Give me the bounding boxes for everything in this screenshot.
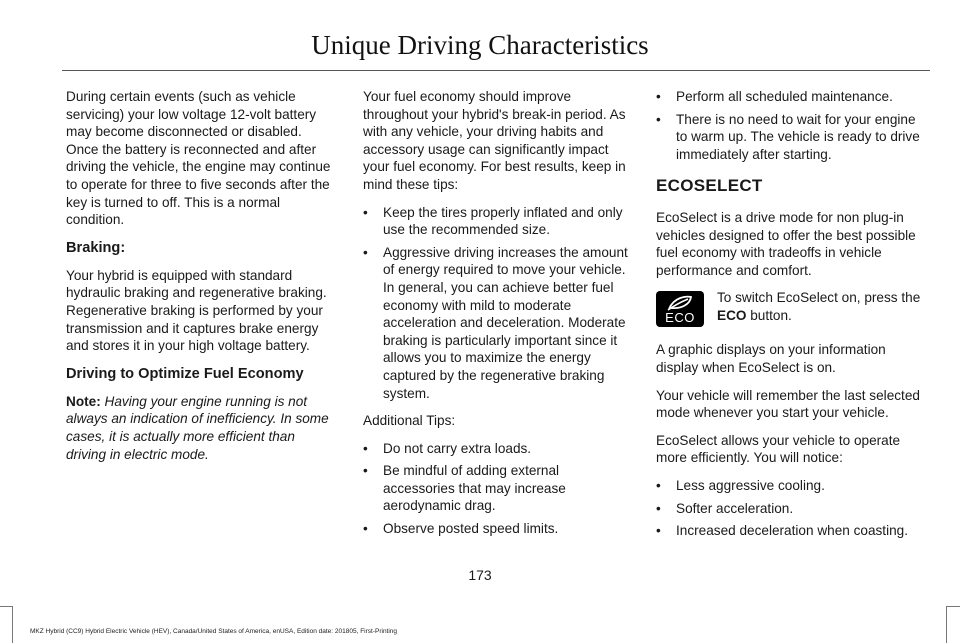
graphic-display-paragraph: A graphic displays on your information display when EcoSelect is on. (656, 342, 886, 375)
remember-mode-paragraph: Your vehicle will remember the last selected mode whenever you start your vehicle. (656, 387, 920, 421)
list-item-text: Keep the tires properly inflated and only use the recommended size. (383, 204, 623, 238)
list-item-text: Increased deceleration when coasting. (676, 523, 908, 539)
braking-paragraph: Your hybrid is equipped with standard hydraulic braking and regenerative braking. Regenerative braking is performed by your transmission and it captures brake energy and stores it in your high voltage battery. (66, 267, 327, 354)
list-item (363, 462, 632, 515)
notice-intro-paragraph: EcoSelect allows your vehicle to operate more efficiently. You will notice: (656, 432, 901, 466)
eco-button-instruction (656, 289, 928, 329)
crop-mark-right-horizontal (947, 606, 960, 607)
list-item (363, 204, 632, 239)
header-rule (62, 70, 930, 71)
eco-icon-label: ECO (665, 309, 695, 325)
list-item (656, 522, 928, 540)
ecoselect-heading: ECOSELECT (656, 176, 763, 196)
bullet: • (656, 89, 661, 104)
tips-list (363, 204, 632, 403)
list-item (363, 440, 632, 458)
list-item-text: Aggressive driving increases the amount of energy required to move your vehicle. In general, you can achieve better fuel economy with mild to moderate acceleration and deceleration. Moderate braking is particularly important since it allows you to maximize the energy captured by the regenerative braking system. (383, 244, 628, 401)
list-item (656, 500, 928, 518)
bullet: • (363, 521, 368, 537)
crop-mark-left-horizontal (0, 606, 12, 607)
edition-footer: MKZ Hybrid (CC9) Hybrid Electric Vehicle (HEV), Canada/United States of America, enUSA, Edition date: 201805, First-Printing (30, 628, 398, 635)
list-item-text: Do not carry extra loads. (383, 440, 532, 456)
list-item (363, 244, 632, 402)
crop-mark-right-vertical (946, 606, 947, 643)
list-item-text: Less aggressive cooling. (676, 477, 825, 493)
maintenance-tips-list (656, 88, 928, 163)
eco-switch-text-after: button. (750, 307, 792, 323)
eco-button-name: ECO (717, 307, 747, 323)
additional-tips-list (363, 440, 632, 538)
list-item-text: Perform all scheduled maintenance. (676, 89, 893, 104)
list-item (363, 520, 632, 538)
additional-tips-label: Additional Tips: (363, 413, 456, 429)
middle-column (363, 88, 632, 548)
eco-leaf-icon (656, 291, 704, 327)
bullet: • (656, 477, 661, 493)
notice-list (656, 477, 928, 540)
bullet: • (363, 244, 368, 260)
page-number: 173 (468, 567, 492, 583)
bullet: • (363, 463, 368, 479)
bullet: • (363, 440, 368, 456)
bullet: • (363, 204, 368, 220)
note-paragraph (66, 393, 336, 463)
bullet: • (656, 523, 661, 539)
list-item-text: Softer acceleration. (676, 500, 794, 516)
note-text: Having your engine running is not always an indication of inefficiency. In some cases, it is actually more efficient than driving in electric mode. (66, 393, 329, 462)
list-item (656, 88, 928, 106)
eco-switch-text-before: To switch EcoSelect on, press the (717, 290, 921, 306)
page-header-title: Unique Driving Characteristics (311, 30, 649, 60)
ecoselect-intro: EcoSelect is a drive mode for non plug-in vehicles designed to offer the best possible fuel economy with tradeoffs in vehicle performance and comfort. (656, 209, 916, 278)
note-label: Note: (66, 393, 101, 409)
list-item-text: Observe posted speed limits. (383, 521, 559, 537)
left-column (66, 88, 336, 473)
braking-heading: Braking: (66, 239, 126, 256)
list-item (656, 111, 928, 164)
crop-mark-left-vertical (12, 606, 13, 643)
eco-switch-text (717, 289, 928, 324)
right-column (656, 88, 928, 550)
bullet: • (656, 500, 661, 516)
fuel-economy-intro: Your fuel economy should improve throughout your hybrid's break-in period. As with any vehicle, your driving habits and accessory usage can significantly impact your fuel economy. For best results, keep in mind these tips: (363, 89, 626, 192)
fuel-economy-heading: Driving to Optimize Fuel Economy (66, 365, 304, 382)
bullet: • (656, 111, 661, 127)
list-item (656, 477, 928, 495)
list-item-text: Be mindful of adding external accessories that may increase aerodynamic drag. (383, 463, 566, 514)
battery-paragraph: During certain events (such as vehicle servicing) your low voltage 12-volt battery may become disconnected or disabled. Once the battery is reconnected and after driving the vehicle, the engine may continue to operate for three to five seconds after the key is turned to off. This is a normal condition. (66, 89, 331, 228)
list-item-text: There is no need to wait for your engine to warm up. The vehicle is ready to drive immediately after starting. (676, 111, 920, 162)
